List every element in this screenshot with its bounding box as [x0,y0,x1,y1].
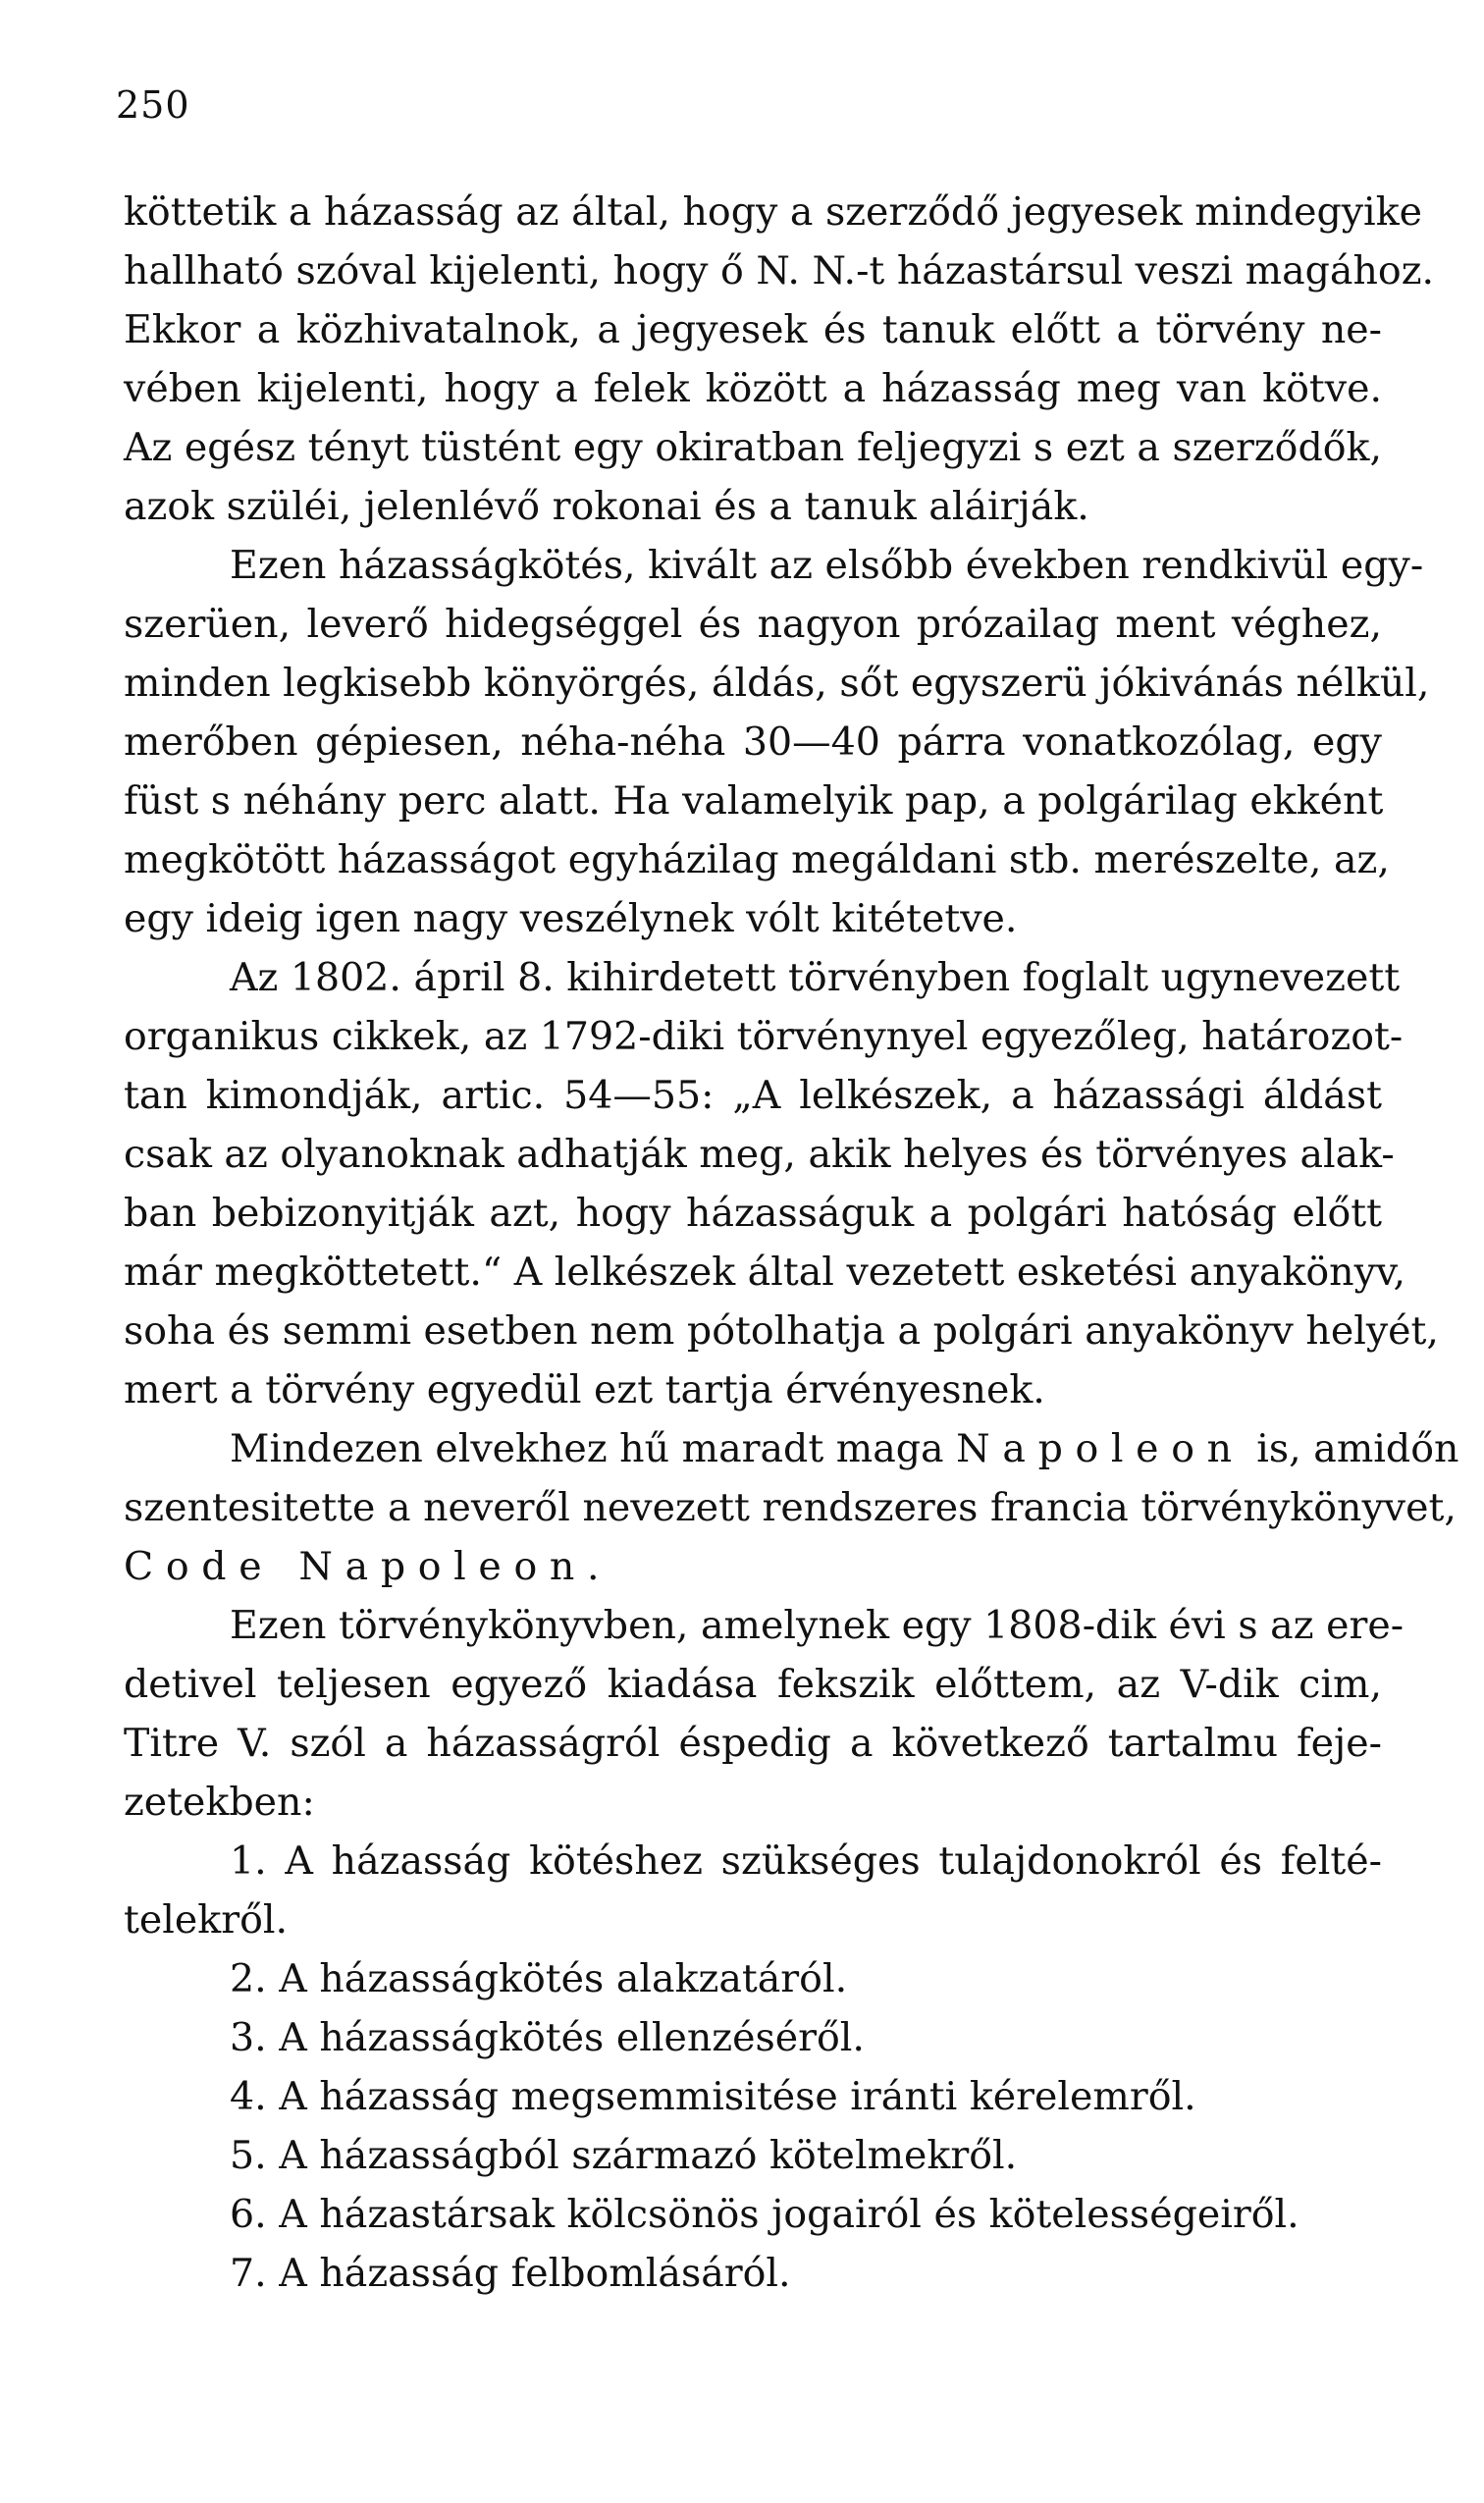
text-line: szerüen, leverő hidegséggel és nagyon prózailag ment véghez, [124,602,1382,647]
emphasized-name: Napoleon [956,1426,1245,1471]
text-line: zetekben: [124,1780,315,1825]
text-line: megkötött házasságot egyházilag megáldani stb. merészelte, az, [124,837,1390,882]
text-line: tan kimondják, artic. 54—55: „A lelkészek, a házassági áldást [124,1073,1382,1118]
text-line: Ezen törvénykönyvben, amelynek egy 1808-dik évi s az ere- [230,1603,1404,1648]
list-item: 5. A házasságból származó kötelmekről. [230,2133,1018,2178]
text-line: Az egész tényt tüstént egy okiratban feljegyzi s ezt a szerződők, [124,425,1382,470]
list-item: 6. A házastársak kölcsönös jogairól és kötelességeiről. [230,2192,1299,2237]
list-item: 2. A házasságkötés alakzatáról. [230,1956,848,2001]
text-line: egy ideig igen nagy veszélynek vólt kitétetve. [124,896,1018,941]
text-line: telekről. [124,1897,289,1943]
text-line: Code Napoleon. [124,1544,612,1589]
text-line: már megköttetett.“ A lelkészek által vezetett esketési anyakönyv, [124,1250,1406,1295]
text-line: soha és semmi esetben nem pótolhatja a polgári anyakönyv helyét, [124,1308,1439,1354]
text-line: Az 1802. ápril 8. kihirdetett törvényben foglalt ugynevezett [230,955,1401,1000]
list-item: 3. A házasságkötés ellenzéséről. [230,2015,865,2060]
text-line [124,1419,1459,1478]
text-segment: is, amidőn [1256,1426,1459,1471]
text-line: detivel teljesen egyező kiadása fekszik előttem, az V-dik cim, [124,1662,1382,1707]
text-line: csak az olyanoknak adhatják meg, akik helyes és törvényes alak- [124,1132,1395,1177]
text-line: füst s néhány perc alatt. Ha valamelyik pap, a polgárilag ekként [124,778,1384,824]
page-number: 250 [116,83,190,127]
body-text [124,183,1459,2303]
list-item: 4. A házasság megsemmisitése iránti kérelemről. [230,2074,1196,2119]
text-line: Ezen házasságkötés, kivált az elsőbb években rendkivül egy- [230,543,1424,588]
text-segment: Mindezen elvekhez hű maradt maga [230,1426,944,1471]
text-line: szentesitette a neveről nevezett rendszeres francia törvénykönyvet, [124,1485,1457,1530]
list-item: 7. A házasság felbomlásáról. [230,2251,791,2296]
text-line: minden legkisebb könyörgés, áldás, sőt egyszerü jókivánás nélkül, [124,661,1430,706]
list-item: 1. A házasság kötéshez szükséges tulajdonokról és felté- [230,1838,1382,1884]
text-line: mert a törvény egyedül ezt tartja érvényesnek. [124,1367,1045,1412]
text-line: köttetik a házasság az által, hogy a szerződő jegyesek mindegyike [124,189,1422,235]
text-line: Ekkor a közhivatalnok, a jegyesek és tanuk előtt a törvény ne- [124,307,1382,352]
text-line: organikus cikkek, az 1792-diki törvénynyel egyezőleg, határozot- [124,1014,1404,1059]
text-line: ban bebizonyitják azt, hogy házasságuk a polgári hatóság előtt [124,1191,1382,1236]
text-line: merőben gépiesen, néha-néha 30—40 párra vonatkozólag, egy [124,719,1382,765]
text-line: azok szüléi, jelenlévő rokonai és a tanuk aláirják. [124,484,1089,529]
text-line: hallható szóval kijelenti, hogy ő N. N.-t házastársul veszi magához. [124,248,1435,293]
text-line: Titre V. szól a házasságról éspedig a következő tartalmu feje- [124,1721,1382,1766]
text-line: vében kijelenti, hogy a felek között a házasság meg van kötve. [124,366,1382,411]
